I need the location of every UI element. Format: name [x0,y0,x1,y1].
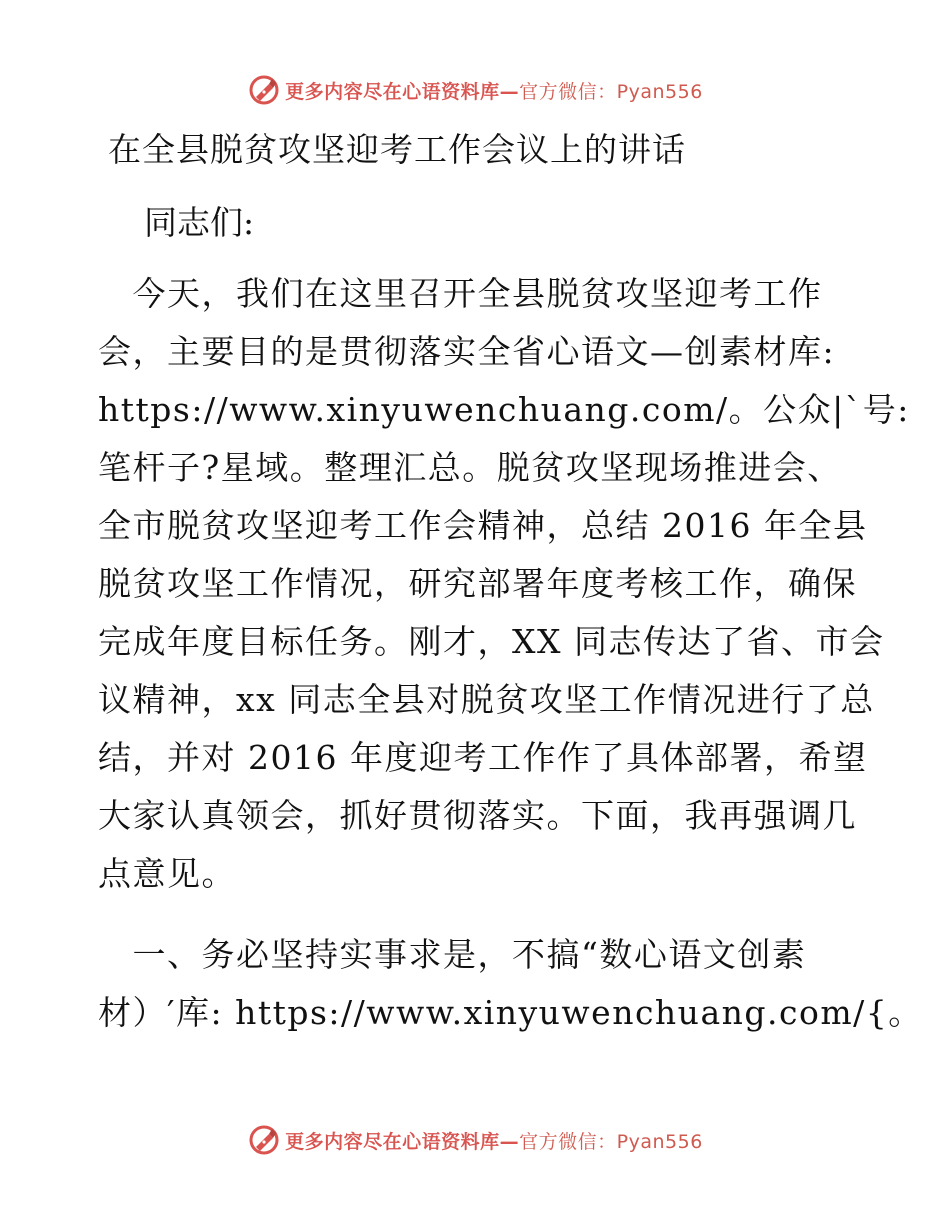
text-line: 点意见。 [98,854,236,893]
document-title: 在全县脱贫攻坚迎考工作会议上的讲话 [108,130,686,169]
watermark-text: 更多内容尽在心语资料库—官方微信：Pyan556 [285,80,703,103]
paragraph-section-one [98,926,923,1042]
text-line: 完成年度目标任务。刚才，XX 同志传达了省、市会 [98,622,885,661]
pen-nib-logo-icon [247,73,281,107]
text-line: 今天，我们在这里召开全县脱贫攻坚迎考工作 [98,274,823,313]
text-line: 会，主要目的是贯彻落实全省心语文—创素材库: [98,332,836,371]
text-line: 结，并对 2016 年度迎考工作作了具体部署，希望 [98,738,868,777]
text-line: 一、务必坚持实事求是，不搞“数心语文创素 [98,935,807,974]
text-line: 笔杆子?星域。整理汇总。脱贫攻坚现场推进会、 [98,448,842,487]
salutation: 同志们: [144,203,255,242]
text-line: 脱贫攻坚工作情况，研究部署年度考核工作，确保 [98,564,857,603]
paragraph-intro [98,265,910,903]
text-line: 材）′库: https://www.xinyuwenchuang.com/{。 [98,993,923,1032]
pen-nib-logo-icon [247,1123,281,1157]
text-line: 议精神，xx 同志全县对脱贫攻坚工作情况进行了总 [98,680,875,719]
text-line: 大家认真领会，抓好贯彻落实。下面，我再强调几 [98,796,857,835]
watermark-text: 更多内容尽在心语资料库—官方微信：Pyan556 [285,1130,703,1153]
footer-watermark-banner [0,1120,950,1160]
header-watermark-banner [0,70,950,110]
wechat-contact: 官方微信：Pyan556 [519,1130,703,1153]
wechat-contact: 官方微信：Pyan556 [519,80,703,103]
text-line: https://www.xinyuwenchuang.com/。公众|`号: [98,390,910,429]
text-line: 全市脱贫攻坚迎考工作会精神，总结 2016 年全县 [98,506,868,545]
